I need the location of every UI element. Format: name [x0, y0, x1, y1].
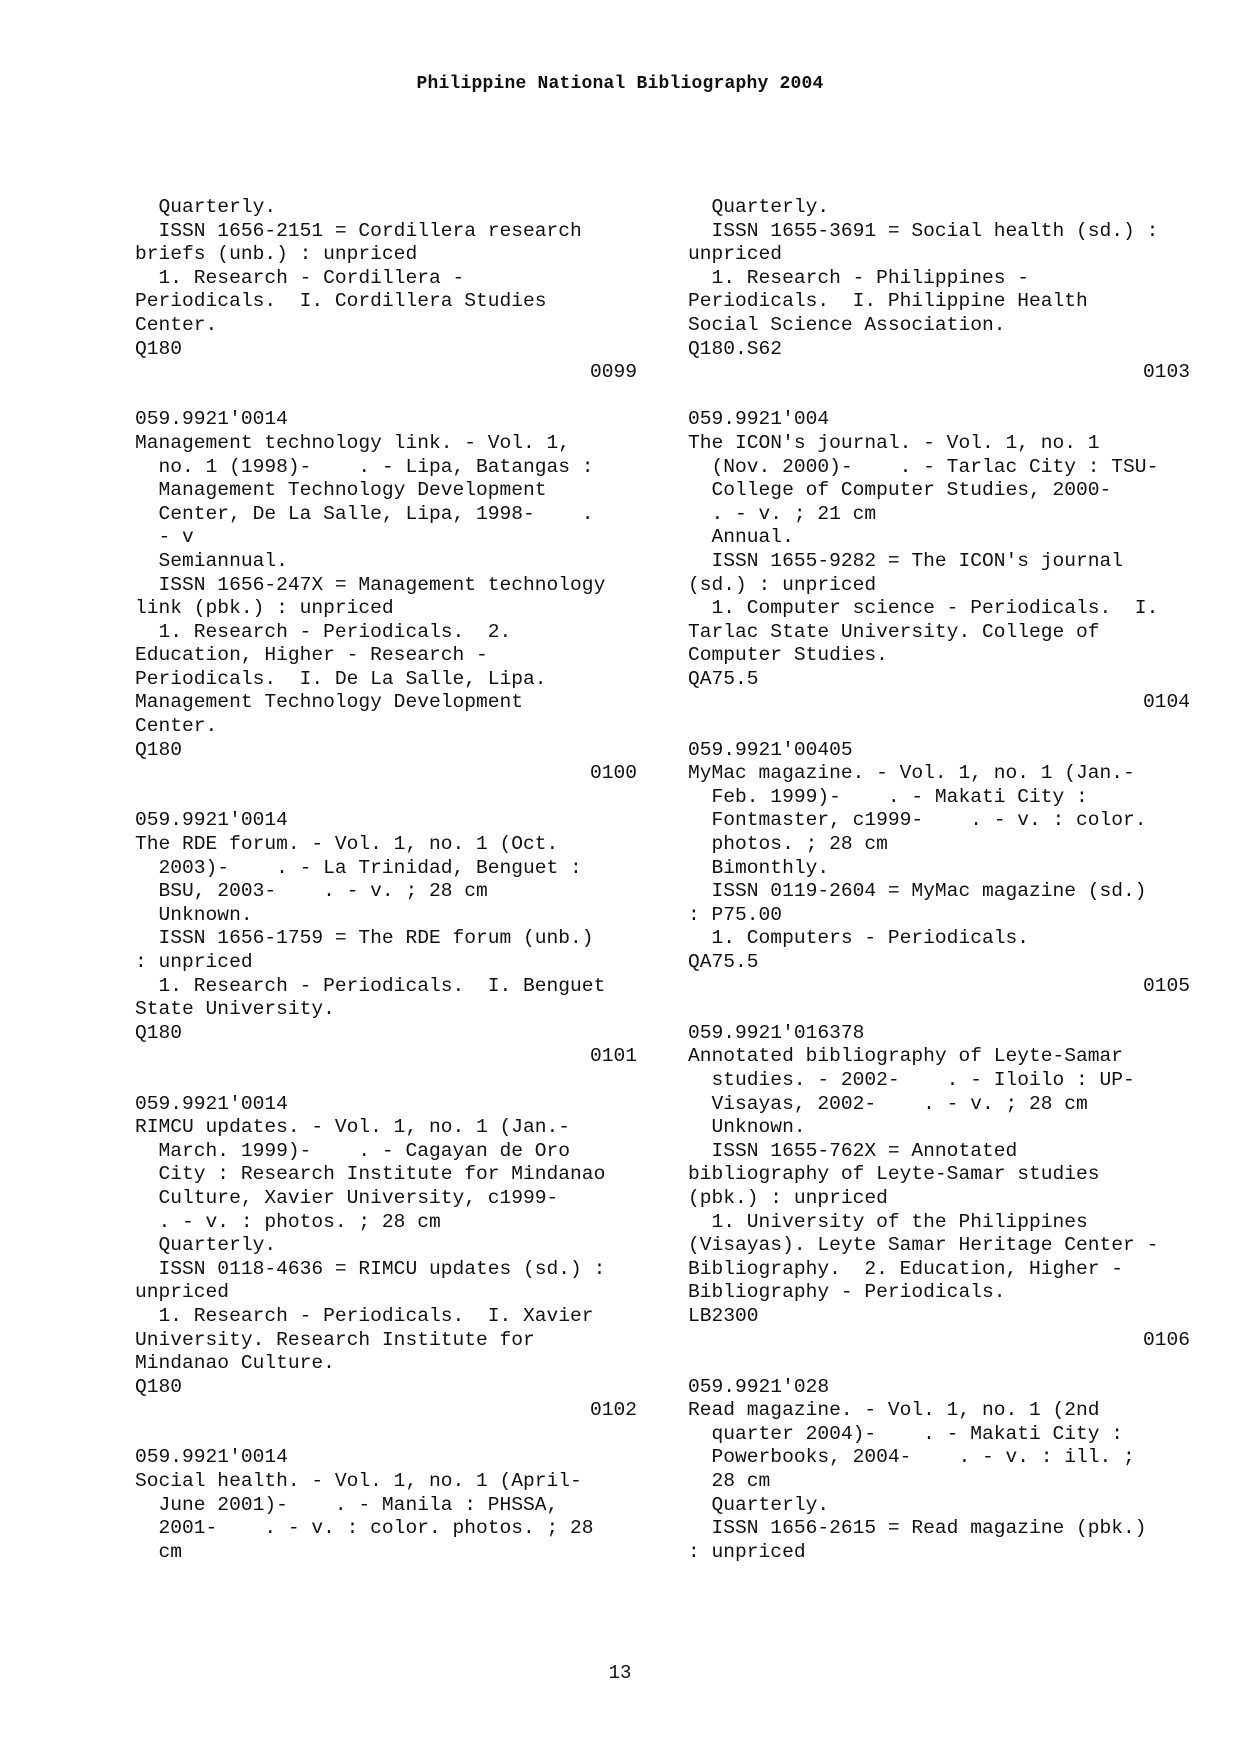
entry-line: Management technology link. - Vol. 1,: [135, 431, 571, 454]
entry-line: 1. Research - Cordillera -: [135, 266, 465, 289]
entry-line: [135, 1423, 637, 1447]
entry-line: QA75.5: [688, 951, 759, 973]
page-number: 13: [608, 1662, 632, 1684]
entry-line: RIMCU updates. - Vol. 1, no. 1 (Jan.-: [135, 1116, 571, 1139]
entry-line: Periodicals. I. De La Salle, Lipa.: [135, 667, 547, 690]
entry-line: - v: [135, 526, 194, 549]
entry-line: Education, Higher - Research -: [135, 644, 488, 667]
entry-line: Social Science Association.: [688, 313, 1006, 336]
entry-line: [688, 1352, 1190, 1376]
entry-line: 1. Research - Periodicals. I. Benguet: [135, 974, 606, 997]
entry-line: no. 1 (1998)- . - Lipa, Batangas :: [135, 455, 594, 478]
right-column: [688, 196, 1190, 1564]
entry-line: Q180: [135, 1021, 183, 1044]
entry-line: 059.9921'004: [688, 408, 830, 431]
entry-line: Center.: [135, 715, 218, 738]
entry-line: ISSN 0118-4636 = RIMCU updates (sd.) :: [135, 1257, 606, 1280]
entry-line: . - v. ; 21 cm: [688, 502, 877, 525]
entry-line: LB2300: [688, 1304, 759, 1327]
entry-line: 059.9921'028: [688, 1375, 830, 1398]
entry-line: Quarterly.: [135, 196, 277, 218]
entry-line: : unpriced: [688, 1540, 806, 1563]
record-number: 0105: [1142, 974, 1190, 997]
entry-line: photos. ; 28 cm: [688, 833, 888, 856]
entry-line: bibliography of Leyte-Samar studies: [688, 1163, 1100, 1186]
entry-line: (pbk.) : unpriced: [688, 1186, 888, 1209]
entry-line: 2003)- . - La Trinidad, Benguet :: [135, 856, 582, 879]
entry-line: University. Research Institute for: [135, 1328, 535, 1351]
entry-line: ISSN 1655-762X = Annotated: [688, 1139, 1018, 1162]
left-column: [135, 196, 637, 1564]
entry-line: The RDE forum. - Vol. 1, no. 1 (Oct.: [135, 833, 559, 856]
entry-line: 059.9921'0014: [135, 1446, 288, 1469]
entry-line: 1. Computers - Periodicals.: [688, 927, 1029, 950]
entry-line: ISSN 1655-9282 = The ICON's journal: [688, 549, 1124, 572]
entry-line: Powerbooks, 2004- . - v. : ill. ;: [688, 1446, 1135, 1469]
entry-line: Computer Studies.: [688, 644, 888, 667]
entry-line: 059.9921'0014: [135, 408, 288, 431]
entry-line: 28 cm: [688, 1470, 771, 1493]
entry-line: 1. University of the Philippines: [688, 1210, 1088, 1233]
entry-line: (Nov. 2000)- . - Tarlac City : TSU-: [688, 455, 1159, 478]
entry-line: Quarterly.: [135, 1234, 277, 1257]
entry-line: Periodicals. I. Cordillera Studies: [135, 290, 547, 313]
entry-line: Read magazine. - Vol. 1, no. 1 (2nd: [688, 1399, 1100, 1422]
entry-line: 1. Computer science - Periodicals. I.: [688, 597, 1159, 620]
entry-line: Center, De La Salle, Lipa, 1998- .: [135, 502, 594, 525]
entry-line: Bibliography - Periodicals.: [688, 1281, 1006, 1304]
entry-line: Social health. - Vol. 1, no. 1 (April-: [135, 1470, 582, 1493]
entry-line: ISSN 1655-3691 = Social health (sd.) :: [688, 219, 1159, 242]
entry-line: [135, 1069, 637, 1093]
entry-line: Q180.S62: [688, 337, 783, 360]
entry-line: link (pbk.) : unpriced: [135, 597, 394, 620]
entry-line: quarter 2004)- . - Makati City :: [688, 1422, 1124, 1445]
entry-line: : P75.00: [688, 903, 783, 926]
entry-line: [688, 998, 1190, 1022]
record-number: 0101: [589, 1045, 637, 1068]
record-number: 0102: [589, 1399, 637, 1422]
entry-line: The ICON's journal. - Vol. 1, no. 1: [688, 431, 1100, 454]
entry-line: Mindanao Culture.: [135, 1352, 335, 1375]
entry-line: College of Computer Studies, 2000-: [688, 479, 1112, 502]
entry-line: ISSN 1656-1759 = The RDE forum (unb.): [135, 927, 594, 950]
entry-line: Q180: [135, 1375, 183, 1398]
entry-line: June 2001)- . - Manila : PHSSA,: [135, 1493, 559, 1516]
entry-line: 059.9921'00405: [688, 738, 853, 761]
entry-line: Unknown.: [135, 903, 253, 926]
entry-line: unpriced: [135, 1281, 230, 1304]
entry-line: ISSN 0119-2604 = MyMac magazine (sd.): [688, 880, 1147, 903]
entry-line: BSU, 2003- . - v. ; 28 cm: [135, 880, 488, 903]
record-number: 0103: [1142, 361, 1190, 384]
entry-line: [688, 715, 1190, 739]
entry-line: Annual.: [688, 526, 794, 549]
entry-line: (Visayas). Leyte Samar Heritage Center -: [688, 1234, 1159, 1257]
record-number: 0100: [589, 762, 637, 785]
entry-line: . - v. : photos. ; 28 cm: [135, 1210, 441, 1233]
entry-line: Q180: [135, 337, 183, 360]
entry-line: [135, 786, 637, 810]
entry-line: (sd.) : unpriced: [688, 573, 877, 596]
entry-line: Q180: [135, 738, 183, 761]
entry-line: 059.9921'0014: [135, 809, 288, 832]
entry-line: 059.9921'016378: [688, 1021, 865, 1044]
entry-line: Bibliography. 2. Education, Higher -: [688, 1257, 1124, 1280]
entry-line: Feb. 1999)- . - Makati City :: [688, 785, 1088, 808]
entry-line: 2001- . - v. : color. photos. ; 28: [135, 1517, 594, 1540]
entry-line: [688, 385, 1190, 409]
record-number: 0104: [1142, 691, 1190, 714]
entry-line: City : Research Institute for Mindanao: [135, 1163, 606, 1186]
entry-line: Quarterly.: [688, 196, 830, 218]
entry-line: ISSN 1656-2151 = Cordillera research: [135, 219, 582, 242]
entry-line: 1. Research - Philippines -: [688, 266, 1029, 289]
entry-line: 1. Research - Periodicals. I. Xavier: [135, 1304, 594, 1327]
entry-line: State University.: [135, 998, 335, 1021]
entry-line: Bimonthly.: [688, 856, 830, 879]
entry-line: 059.9921'0014: [135, 1092, 288, 1115]
entry-line: Unknown.: [688, 1116, 806, 1139]
entry-line: Center.: [135, 313, 218, 336]
entry-line: QA75.5: [688, 667, 759, 690]
entry-line: Visayas, 2002- . - v. ; 28 cm: [688, 1092, 1088, 1115]
entry-line: March. 1999)- . - Cagayan de Oro: [135, 1139, 571, 1162]
entry-line: Annotated bibliography of Leyte-Samar: [688, 1045, 1124, 1068]
entry-line: unpriced: [688, 243, 783, 266]
record-number: 0099: [589, 361, 637, 384]
entry-line: Periodicals. I. Philippine Health: [688, 290, 1088, 313]
entry-line: : unpriced: [135, 951, 253, 973]
entry-line: MyMac magazine. - Vol. 1, no. 1 (Jan.-: [688, 762, 1135, 785]
entry-line: Management Technology Development: [135, 479, 547, 502]
entry-line: Tarlac State University. College of: [688, 620, 1100, 643]
entry-line: Fontmaster, c1999- . - v. : color.: [688, 809, 1147, 832]
entry-line: Culture, Xavier University, c1999-: [135, 1186, 559, 1209]
entry-line: Semiannual.: [135, 549, 288, 572]
entry-line: briefs (unb.) : unpriced: [135, 243, 418, 266]
entry-line: studies. - 2002- . - Iloilo : UP-: [688, 1068, 1135, 1091]
entry-line: [135, 385, 637, 409]
entry-line: Quarterly.: [688, 1493, 830, 1516]
entry-line: Management Technology Development: [135, 691, 524, 714]
record-number: 0106: [1142, 1328, 1190, 1351]
entry-line: 1. Research - Periodicals. 2.: [135, 620, 512, 643]
page-title: Philippine National Bibliography 2004: [416, 74, 824, 94]
entry-line: ISSN 1656-247X = Management technology: [135, 573, 606, 596]
entry-line: ISSN 1656-2615 = Read magazine (pbk.): [688, 1517, 1147, 1540]
entry-line: cm: [135, 1540, 183, 1563]
